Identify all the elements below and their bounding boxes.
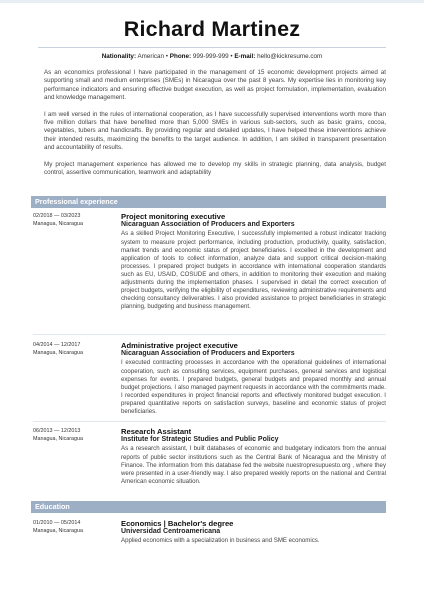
entry-title: Project monitoring executive xyxy=(121,212,226,221)
entry-dates: 01/2010 — 05/2014 xyxy=(33,520,81,526)
entry-dates: 02/2018 — 03/2023 xyxy=(33,213,81,219)
entry-divider xyxy=(33,421,386,422)
entry-location: Managua, Nicaragua xyxy=(33,436,84,442)
summary-paragraph: As an economics professional I have participated in the management of 15 economic development projects aimed at supporting small and medium enterprises (SMEs) in Nicaragua over the past 8 years. My expertise lies in monitoring key performance indicators and ensuring effective budget execution, as well as project formulation, implementation, evaluation and knowledge management. xyxy=(44,69,386,102)
entry-description: I executed contracting processes in accordance with the operational guidelines of international cooperation, such as consulting services, equipment purchases, general services and logistical expenses for events. I prepared budgets, general budgets and prepared monthly and annual budget projections. I also managed payment requests in accordance with the commitments made. I recorded expenditures in project financial reports and effectively monitored budget execution. I prepared quantitative reports on satisfaction surveys, baseline and economic status of project beneficiaries. xyxy=(121,359,386,415)
header-divider xyxy=(38,47,386,48)
entry-location: Managua, Nicaragua xyxy=(33,221,84,227)
entry-organization: Institute for Strategic Studies and Public Policy xyxy=(121,436,279,444)
section-heading-experience: Professional experience xyxy=(31,196,386,207)
entry-description: As a research assistant, I built databases of economic and budgetary indicators from the annual reports of public sector institutions such as the Central Bank of Nicaragua and the Ministry of Finance. The information from this database fed the website nuestropresupuesto.org , where they were presented in a user-friendly way. I also prepared weekly reports on the national and Central American economic situation. xyxy=(121,445,386,485)
email-link[interactable]: hello@kickresume.com xyxy=(257,53,323,60)
summary-paragraph: My project management experience has allowed me to develop my skills in strategic planning, data analysis, budget control, assertive communication, teamwork and adaptability xyxy=(44,160,386,177)
entry-dates: 06/2013 — 12/2013 xyxy=(33,428,81,434)
entry-description: As a skilled Project Monitoring Executive, I successfully implemented a robust indicator tracking system to measure project performance, including production, productivity, quality, satisfaction, market trends and economic status of project beneficiaries. I excelled in the development and application of tools to collect information, analyze data and support critical decision-making processes. I prepared project budgets in accordance with international cooperation standards such as EU, USAID, COSUDE and others, in addition to monitoring their execution and making adjustments during the implementation phases. I supervised in detail the correct execution of project budgets, verifying the eligibility of expenditures, reviewing administrative requirements and checking consultancy deliverables. I also provided assistance to project beneficiaries in strategic planning, budgeting and business management. xyxy=(121,230,386,311)
summary-paragraph: I am well versed in the rules of international cooperation, as I have successfully supervised interventions worth more than five million dollars that have benefited more than 5,000 SMEs in various sub-sectors, such as basic grains, cocoa, vegetables, tubers and handicrafts. By providing regular and detailed updates, I have helped these interventions achieve their intended results, maximizing the benefits to the target audience. In addition, I am skilled in transparent presentation and accountability of results. xyxy=(44,110,386,152)
nationality-label: Nationality: xyxy=(101,53,137,60)
entry-organization: Nicaraguan Association of Producers and Exporters xyxy=(121,221,295,229)
entry-title: Administrative project executive xyxy=(121,341,238,350)
top-accent-bar xyxy=(0,0,424,3)
entry-description: Applied economics with a specialization in business and SME economics. xyxy=(121,537,320,545)
entry-location: Managua, Nicaragua xyxy=(33,350,84,356)
section-heading-education: Education xyxy=(31,501,386,512)
phone-label: Phone: xyxy=(169,53,192,60)
section-rule xyxy=(31,207,386,208)
entry-title: Research Assistant xyxy=(121,427,192,436)
email-label: E-mail: xyxy=(234,53,256,60)
entry-dates: 04/2014 — 12/2017 xyxy=(33,342,81,348)
profile-summary xyxy=(44,69,386,185)
phone-value: 999-999-999 xyxy=(192,53,229,60)
entry-divider xyxy=(33,334,386,335)
section-rule xyxy=(31,512,386,513)
entry-location: Managua, Nicaragua xyxy=(33,528,84,534)
candidate-name: Richard Martinez xyxy=(123,17,301,41)
contact-line: Nationality: American • Phone: 999-999-999 • E-mail: hello@kickresume.com xyxy=(101,53,323,60)
nationality-value: American xyxy=(137,53,165,60)
entry-title: Economics | Bachelor's degree xyxy=(121,519,234,528)
entry-organization: Nicaraguan Association of Producers and Exporters xyxy=(121,350,295,358)
entry-organization: Universidad Centroamericana xyxy=(121,528,221,536)
